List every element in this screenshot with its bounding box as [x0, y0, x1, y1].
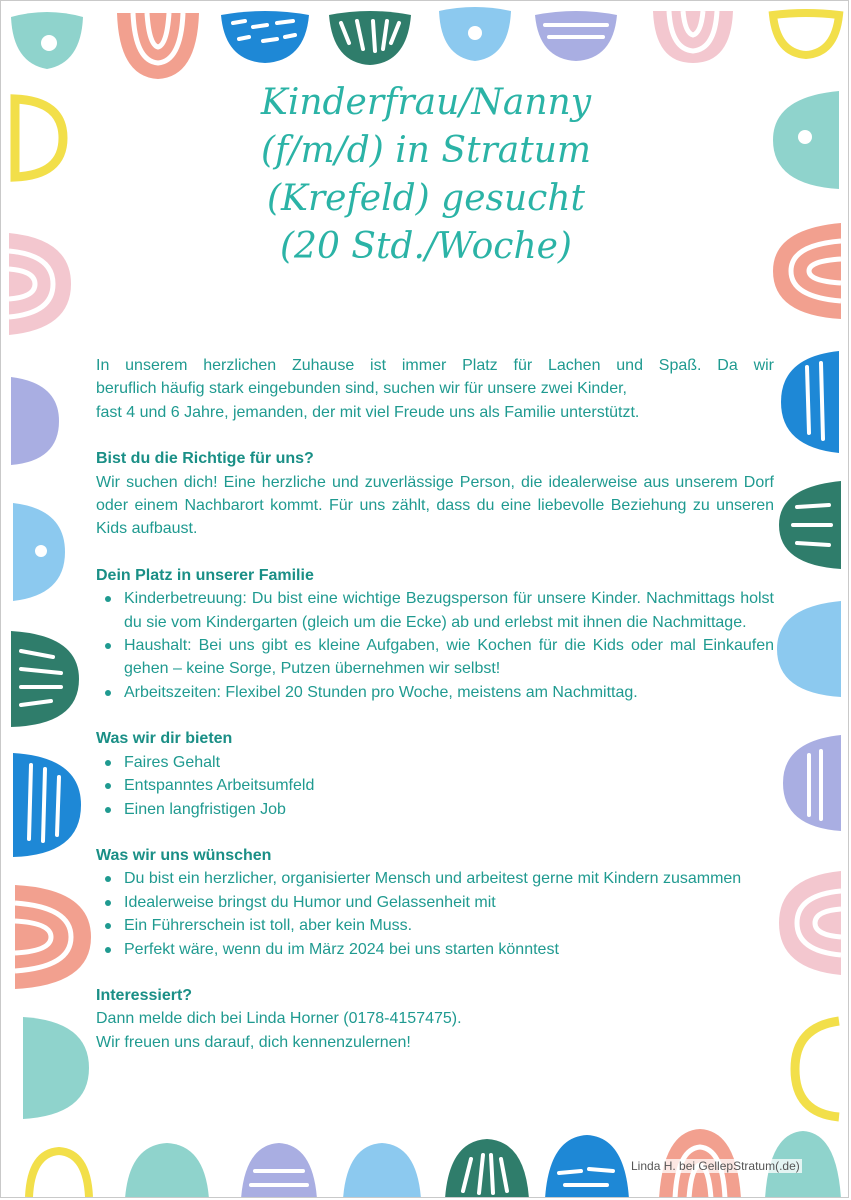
contact-line: Dann melde dich bei Linda Horner (0178-4157475).	[96, 1010, 462, 1028]
mint-dot-shape	[9, 11, 85, 71]
title-line-3: (Krefeld) gesucht	[267, 178, 585, 219]
blue-right-shape	[777, 347, 843, 457]
contact-line: Wir freuen uns darauf, dich kennenzulernen!	[96, 1033, 411, 1051]
list-item: Entspanntes Arbeitsumfeld	[124, 774, 774, 797]
pink-left-rings-shape	[5, 229, 75, 339]
yellow-right-d-shape	[787, 1013, 845, 1125]
section-heading: Interessiert?	[96, 986, 193, 1004]
section-right-person	[96, 447, 774, 541]
lavender-bowl-shape	[533, 9, 619, 63]
lightblue-right-shape	[773, 597, 845, 701]
salmon-left-rings-shape	[11, 881, 95, 993]
contact-text	[96, 1007, 774, 1054]
green-left-shape	[7, 627, 83, 731]
mint-left-shape	[19, 1013, 93, 1123]
salmon-right-rings-shape	[769, 219, 845, 323]
lavender-left-shape	[7, 373, 63, 469]
offer-list	[96, 751, 774, 821]
section-place-in-family	[96, 564, 774, 704]
green-bottom-shape	[441, 1137, 533, 1198]
green-right-shape	[775, 477, 845, 573]
ad-content	[96, 354, 774, 1054]
lightblue-dot-shape	[437, 7, 513, 63]
intro-line: fast 4 und 6 Jahre, jemanden, der mit viel Freude uns als Familie unterstützt.	[96, 403, 640, 421]
lavender-right-shape	[779, 731, 845, 835]
poster-title	[111, 79, 741, 271]
list-item: Einen langfristigen Job	[124, 798, 774, 821]
list-item: Perfekt wäre, wenn du im März 2024 bei uns starten könntest	[124, 938, 774, 961]
mint-bottom-shape	[121, 1141, 213, 1198]
list-item: Arbeitszeiten: Flexibel 20 Stunden pro Woche, meistens am Nachmittag.	[124, 681, 774, 704]
salmon-rings-shape	[113, 9, 203, 81]
pink-right-rings-shape	[775, 867, 845, 979]
section-heading: Bist du die Richtige für uns?	[96, 450, 314, 468]
section-we-offer	[96, 727, 774, 821]
wish-list	[96, 867, 774, 961]
blue-left-shape	[9, 749, 85, 861]
blue-bowl-shape	[219, 9, 311, 65]
blue-bottom-shape	[541, 1133, 633, 1198]
lightblue-left-dot-shape	[9, 499, 69, 605]
yellow-d-shape	[7, 93, 69, 183]
section-we-wish	[96, 844, 774, 961]
list-item: Du bist ein herzlicher, organisierter Mensch und arbeitest gerne mit Kindern zusammen	[124, 867, 774, 890]
green-bowl-shape	[327, 9, 413, 67]
lightblue-bottom-shape	[339, 1141, 425, 1198]
mint-right-dot-shape	[769, 87, 843, 193]
intro-line: beruflich häufig stark eingebunden sind, suchen wir für unsere zwei Kinder,	[96, 380, 627, 398]
intro-line: In unserem herzlichen Zuhause ist immer Platz für Lachen und Spaß. Da wir	[96, 357, 774, 374]
section-heading: Was wir uns wünschen	[96, 846, 272, 864]
lavender-bottom-shape	[237, 1141, 321, 1198]
list-item: Faires Gehalt	[124, 751, 774, 774]
title-line-1: Kinderfrau/Nanny	[260, 82, 592, 123]
section-heading: Was wir dir bieten	[96, 730, 233, 748]
intro-paragraph	[96, 354, 774, 424]
credit-watermark: Linda H. bei GellepStratum(.de)	[631, 1159, 800, 1173]
list-item: Haushalt: Bei uns gibt es kleine Aufgaben, wie Kochen für die Kids oder mal Einkaufen gehen – keine Sorge, Putzen übernehmen wir selbst!	[124, 634, 774, 681]
list-item: Kinderbetreuung: Du bist eine wichtige Bezugsperson für unsere Kinder. Nachmittags holst du sie vom Kindergarten (gleich um die Ecke) ab und erlebst mit ihnen die Nachmittage.	[124, 587, 774, 634]
yellow-arch-shape	[767, 9, 845, 59]
task-list	[96, 587, 774, 704]
list-item: Ein Führerschein ist toll, aber kein Muss.	[124, 914, 774, 937]
title-line-2: (f/m/d) in Stratum	[260, 130, 592, 171]
pink-rings-shape	[649, 7, 737, 65]
section-text: Wir suchen dich! Eine herzliche und zuverlässige Person, die idealerweise aus unserem Dorf oder einem Nachbarort kommt. Für uns zählt, dass du eine liebevolle Beziehung zu unseren Kids aufbaust.	[96, 473, 774, 538]
title-line-4: (20 Std./Woche)	[280, 226, 572, 267]
list-item: Idealerweise bringst du Humor und Gelassenheit mit	[124, 891, 774, 914]
section-heading: Dein Platz in unserer Familie	[96, 566, 314, 584]
yellow-bottom-arch-shape	[23, 1145, 95, 1198]
section-contact	[96, 984, 774, 1054]
